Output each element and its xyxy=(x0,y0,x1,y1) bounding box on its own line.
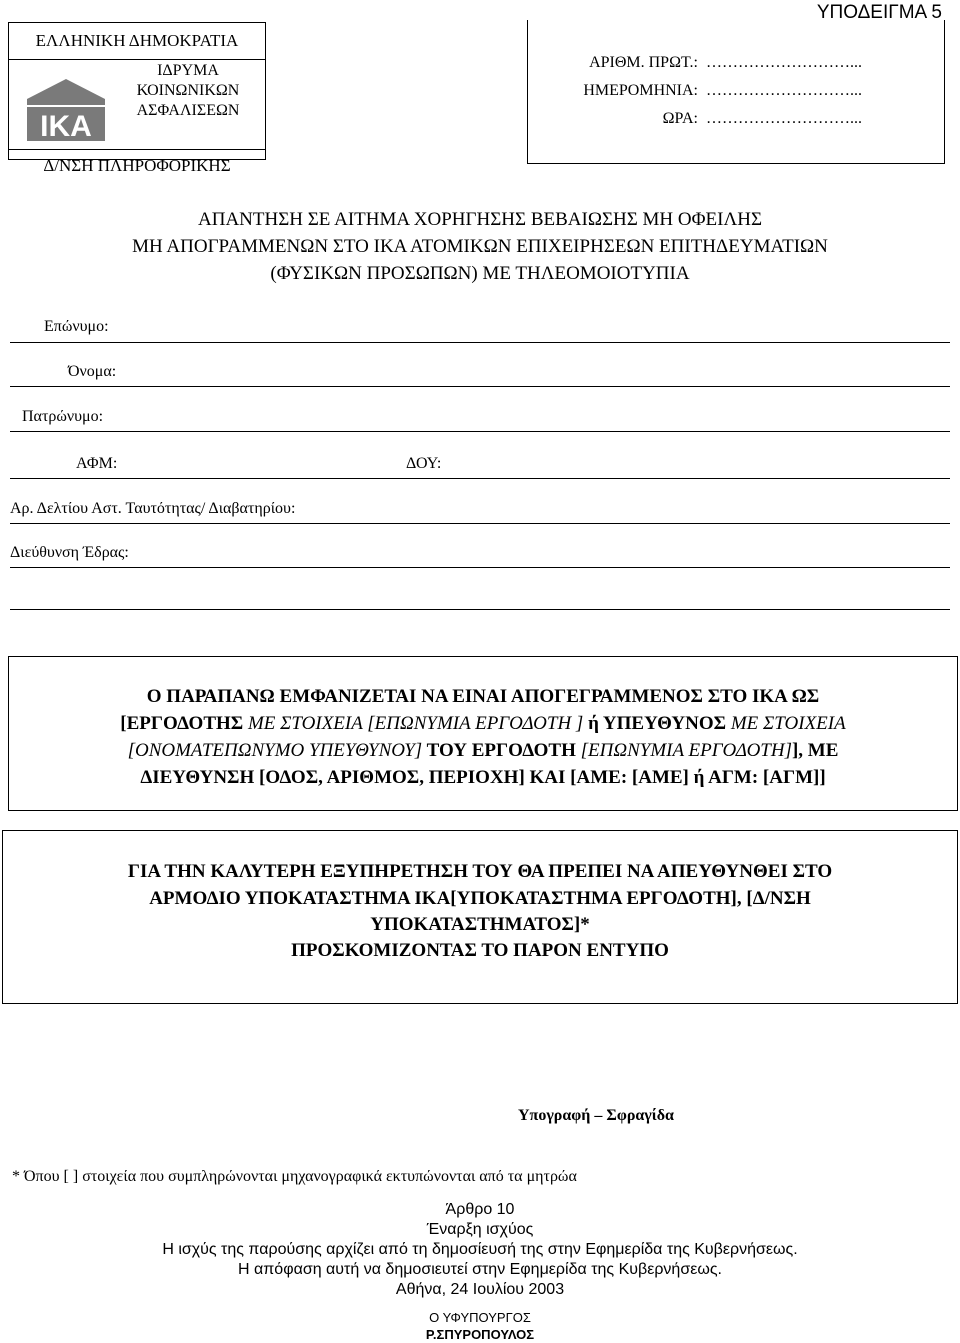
protocol-value[interactable]: ………………………... xyxy=(706,54,862,71)
address-label: Διεύθυνση Έδρας: xyxy=(10,544,129,561)
surname-label: Επώνυμο: xyxy=(44,318,109,335)
surname-line[interactable] xyxy=(10,342,950,343)
institution-line-3: ΑΣΦΑΛΙΣΕΩΝ xyxy=(136,102,240,119)
title-line-2: ΜΗ ΑΠΟΓΡΑΜΜΕΝΩΝ ΣΤΟ ΙΚΑ ΑΤΟΜΙΚΩΝ ΕΠΙΧΕΙΡΗΣΕΩΝ ΕΠΙΤΗΔΕΥΜΑΤΙΩΝ xyxy=(132,236,828,257)
service-instructions-box xyxy=(2,830,958,1004)
service-line-4: ΠΡΟΣΚΟΜΙΖΟΝΤΑΣ ΤΟ ΠΑΡΟΝ ΕΝΤΥΠΟ xyxy=(291,940,669,961)
minister-signature xyxy=(0,1309,960,1343)
father-name-line[interactable] xyxy=(10,431,950,432)
signature-stamp-label: Υπογραφή – Σφραγίδα xyxy=(518,1107,674,1124)
institution-block xyxy=(9,59,265,150)
law-paragraph-1: Η ισχύς της παρούσης αρχίζει από τη δημοσίευσή της στην Εφημερίδα της Κυβερνήσεως. xyxy=(162,1241,798,1258)
institution-name xyxy=(113,61,263,121)
protocol-label: ΑΡΙΘΜ. ΠΡΩΤ.: xyxy=(589,54,698,71)
date-label: ΗΜΕΡΟΜΗΝΙΑ: xyxy=(583,82,698,99)
document-title xyxy=(0,206,960,287)
institution-line-1: ΙΔΡΥΜΑ xyxy=(157,62,219,79)
institution-line-2: ΚΟΙΝΩΝΙΚΩΝ xyxy=(136,82,240,99)
id-number-line[interactable] xyxy=(10,523,950,524)
address-line-2[interactable] xyxy=(10,609,950,610)
law-paragraph-2: Η απόφαση αυτή να δημοσιευτεί στην Εφημερίδα της Κυβερνήσεως. xyxy=(238,1261,722,1278)
notice-line-3: [ΟΝΟΜΑΤΕΠΩΝΥΜΟ ΥΠΕΥΘΥΝΟΥ] ΤΟΥ ΕΡΓΟΔΟΤΗ [ΕΠΩΝΥΜΙΑ ΕΡΓΟΔΟΤΗ]], ΜΕ xyxy=(127,740,839,761)
protocol-box xyxy=(527,20,945,164)
service-line-3: ΥΠΟΚΑΤΑΣΤΗΜΑΤΟΣ]* xyxy=(370,914,590,935)
name-line[interactable] xyxy=(10,386,950,387)
article-heading: Έναρξη ισχύος xyxy=(426,1221,534,1238)
doy-label: ΔΟΥ: xyxy=(406,455,442,472)
minister-title: Ο ΥΦΥΠΟΥΡΓΟΣ xyxy=(429,1310,531,1325)
date-value[interactable]: ………………………... xyxy=(706,82,862,99)
republic-label: ΕΛΛΗΝΙΚΗ ΔΗΜΟΚΡΑΤΙΑ xyxy=(9,23,265,60)
law-text xyxy=(0,1200,960,1300)
place-date: Αθήνα, 24 Ιουλίου 2003 xyxy=(395,1281,565,1298)
title-line-1: ΑΠΑΝΤΗΣΗ ΣΕ ΑΙΤΗΜΑ ΧΟΡΗΓΗΣΗΣ ΒΕΒΑΙΩΣΗΣ ΜΗ ΟΦΕΙΛΗΣ xyxy=(198,209,762,230)
id-number-label: Αρ. Δελτίου Αστ. Ταυτότητας/ Διαβατηρίου: xyxy=(10,500,296,517)
ika-logo-text: ΙΚΑ xyxy=(40,110,92,141)
article-number: Άρθρο 10 xyxy=(445,1201,515,1218)
registration-notice-box xyxy=(8,656,958,811)
service-line-1: ΓΙΑ ΤΗΝ ΚΑΛΥΤΕΡΗ ΕΞΥΠΗΡΕΤΗΣΗ ΤΟΥ ΘΑ ΠΡΕΠΕΙ ΝΑ ΑΠΕΥΘΥΝΘΕΙ ΣΤΟ xyxy=(127,861,833,882)
issuer-box xyxy=(8,22,266,175)
time-label: ΩΡΑ: xyxy=(662,110,698,127)
footnote: * Όπου [ ] στοιχεία που συμπληρώνονται μηχανογραφικά εκτυπώνονται από τα μητρώα xyxy=(12,1168,577,1185)
afm-doy-line[interactable] xyxy=(10,478,950,479)
directorate-label: Δ/ΝΣΗ ΠΛΗΡΟΦΟΡΙΚΗΣ xyxy=(43,156,231,175)
afm-label: ΑΦΜ: xyxy=(76,455,118,472)
notice-line-1: Ο ΠΑΡΑΠΑΝΩ ΕΜΦΑΝΙΖΕΤΑΙ ΝΑ ΕΙΝΑΙ ΑΠΟΓΕΓΡΑΜΜΕΝΟΣ ΣΤΟ ΙΚΑ ΩΣ xyxy=(146,686,820,707)
notice-line-2: [ΕΡΓΟΔΟΤΗΣ ΜΕ ΣΤΟΙΧΕΙΑ [ΕΠΩΝΥΜΙΑ ΕΡΓΟΔΟΤΗ ] ή ΥΠΕΥΘΥΝΟΣ ΜΕ ΣΤΟΙΧΕΙΑ xyxy=(120,713,846,734)
title-line-3: (ΦΥΣΙΚΩΝ ΠΡΟΣΩΠΩΝ) ΜΕ ΤΗΛΕΟΜΟΙΟΤΥΠΙΑ xyxy=(270,263,690,284)
time-value[interactable]: ………………………... xyxy=(706,110,862,127)
minister-name: Ρ.ΣΠΥΡΟΠΟΥΛΟΣ xyxy=(425,1327,535,1342)
ika-logo-icon xyxy=(25,77,107,141)
father-name-label: Πατρώνυμο: xyxy=(22,408,104,425)
notice-line-4: ΔΙΕΥΘΥΝΣΗ [ΟΔΟΣ, ΑΡΙΘΜΟΣ, ΠΕΡΙΟΧΗ] ΚΑΙ [ΑΜΕ: [ΑΜΕ] ή ΑΓΜ: [ΑΓΜ]] xyxy=(140,767,826,788)
address-line-1[interactable] xyxy=(10,567,950,568)
example-label: ΥΠΟΔΕΙΓΜΑ 5 xyxy=(816,2,942,23)
service-line-2: ΑΡΜΟΔΙΟ ΥΠΟΚΑΤΑΣΤΗΜΑ ΙΚΑ[ΥΠΟΚΑΤΑΣΤΗΜΑ ΕΡΓΟΔΟΤΗ], [Δ/ΝΣΗ xyxy=(149,888,811,909)
name-label: Όνομα: xyxy=(68,363,117,380)
